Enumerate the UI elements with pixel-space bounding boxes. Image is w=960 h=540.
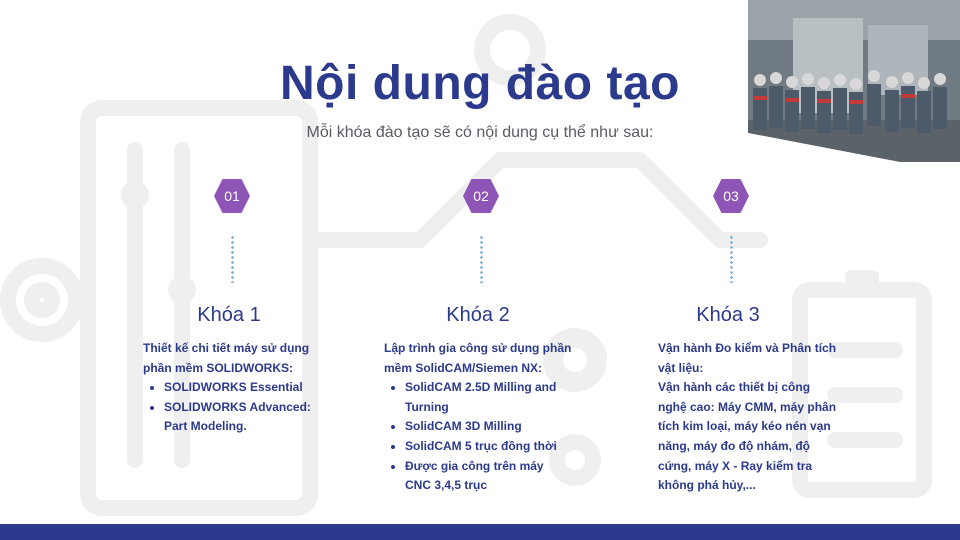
course-3-detail: Vận hành các thiết bị công nghệ cao: Máy CMM, máy phân tích kim loại, máy kéo nén vạn năng, máy đo độ nhám, độ cứng, máy X - Ray kiểm tra không phá hủy,... — [658, 380, 837, 493]
course-3-number-badge — [712, 177, 750, 215]
course-2-number: 02 — [473, 188, 489, 204]
list-item: • SolidCAM 2.5D Milling and Turning — [405, 378, 572, 417]
list-item: • SOLIDWORKS Advanced: Part Modeling. — [164, 398, 325, 437]
course-2-number-badge — [462, 177, 500, 215]
course-2-connector — [480, 235, 483, 283]
course-3-name: Khóa 3 — [696, 304, 760, 326]
course-3-connector — [730, 235, 733, 283]
course-1-connector — [231, 235, 234, 283]
course-1-content — [143, 339, 325, 437]
course-1-number-badge — [213, 177, 251, 215]
course-3-description: Vận hành Đo kiểm và Phân tích vật liệu: — [658, 341, 837, 375]
course-1-number: 01 — [224, 188, 240, 204]
page-subtitle: Mỗi khóa đào tạo sẽ có nội dung cụ thể như sau: — [306, 124, 654, 141]
course-2-description: Lập trình gia công sử dụng phần mềm SolidCAM/Siemen NX: — [384, 341, 572, 375]
course-2-content — [384, 339, 572, 496]
course-2-name: Khóa 2 — [446, 304, 510, 326]
list-item: • SolidCAM 3D Milling — [405, 417, 572, 437]
page-title: Nội dung đào tạo — [280, 57, 680, 110]
course-1-name: Khóa 1 — [197, 304, 261, 326]
course-1-description: Thiết kế chi tiết máy sử dụng phần mềm SOLIDWORKS: — [143, 341, 310, 375]
course-3-number: 03 — [723, 188, 739, 204]
list-item: • Được gia công trên máy CNC 3,4,5 trục — [405, 457, 572, 496]
list-item: • SOLIDWORKS Essential — [164, 378, 325, 398]
footer-bar — [0, 524, 960, 540]
team-photo — [748, 0, 960, 162]
course-2-topic-list — [384, 378, 572, 496]
course-3-content — [658, 339, 840, 496]
course-1-topic-list — [143, 378, 325, 437]
list-item: • SolidCAM 5 trục đồng thời — [405, 437, 572, 457]
